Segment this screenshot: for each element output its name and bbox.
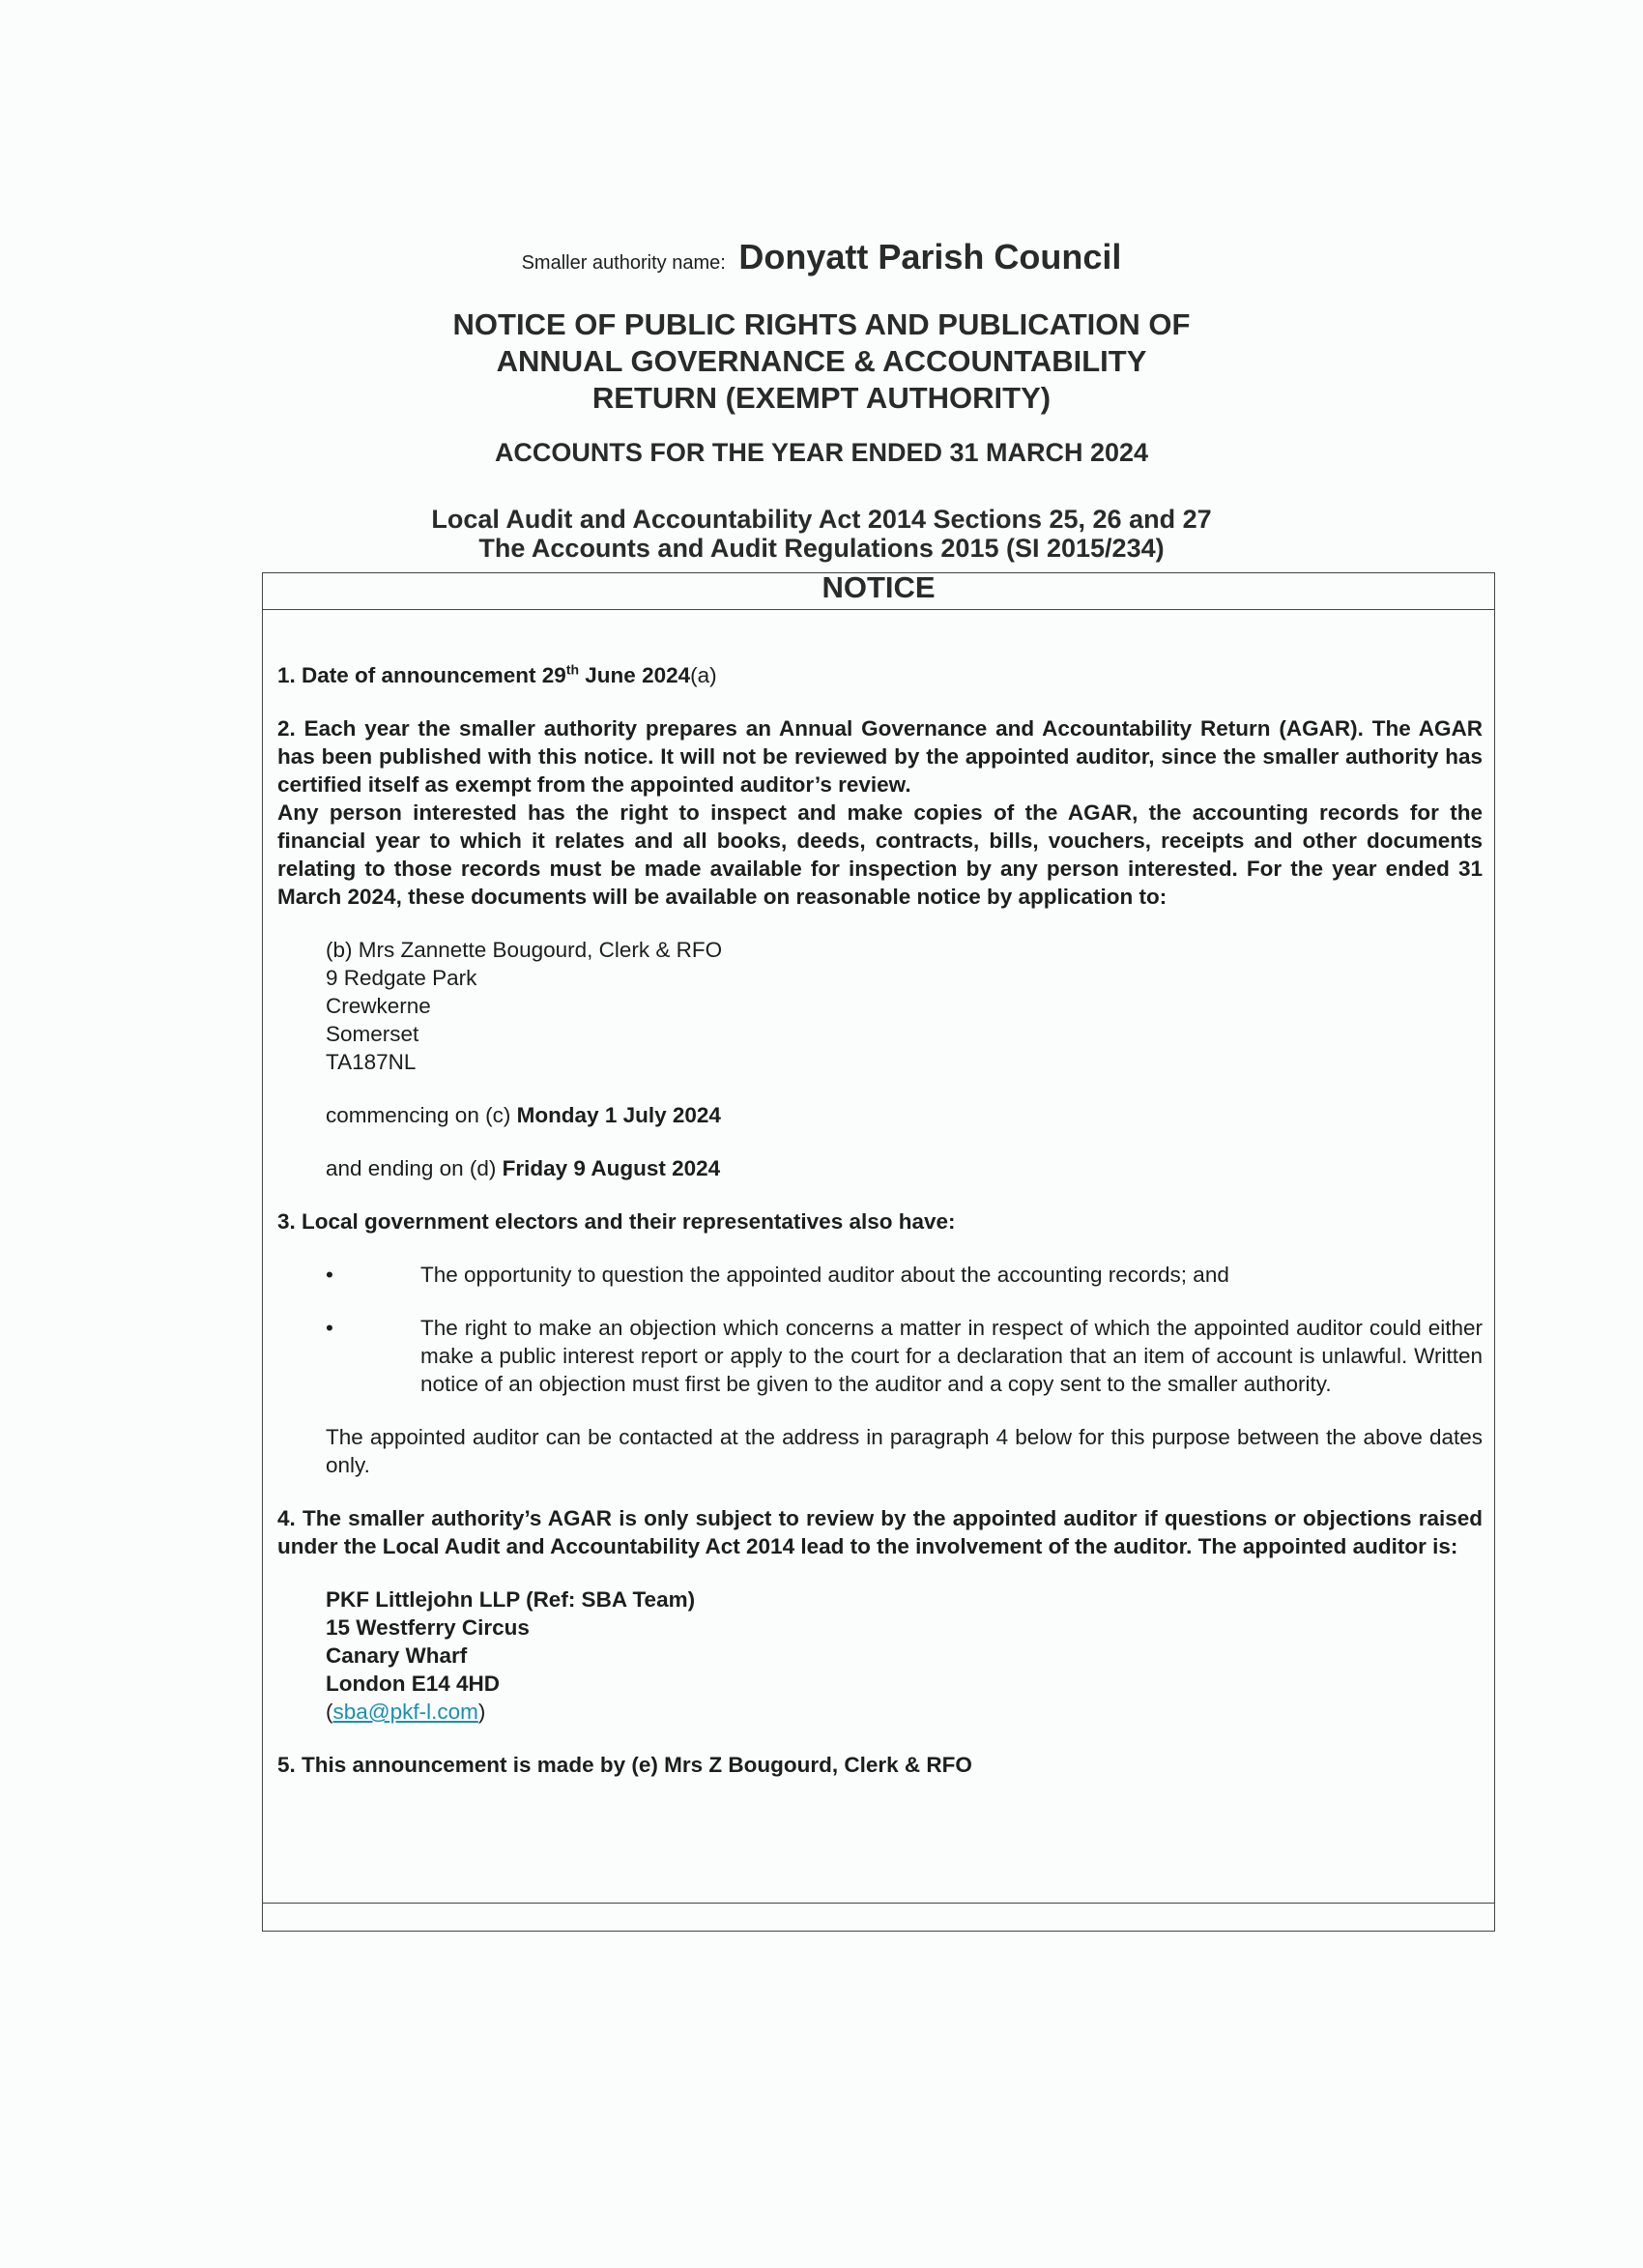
notice-footer-rule	[263, 1903, 1494, 1904]
title-line-3: RETURN (EXEMPT AUTHORITY)	[591, 381, 1052, 415]
paragraph-5: 5. This announcement is made by (e) Mrs Z Bougourd, Clerk & RFO	[277, 1753, 972, 1777]
commencing-label: commencing on (c)	[326, 1103, 517, 1127]
auditor-email-link[interactable]: sba@pkf-l.com	[332, 1700, 478, 1724]
clerk-street: 9 Redgate Park	[326, 966, 477, 990]
legal-line-2: The Accounts and Audit Regulations 2015 (SI 2015/234)	[478, 534, 1165, 563]
email-close-paren: )	[477, 1700, 486, 1724]
commencing-line	[326, 1101, 1483, 1129]
clerk-county: Somerset	[326, 1022, 419, 1046]
title-line-1: NOTICE OF PUBLIC RIGHTS AND PUBLICATION OF	[452, 307, 1191, 341]
paragraph-2-intro: 2. Each year the smaller authority prepares an Annual Governance and Accountability Return (AGAR). The AGAR has been published with this notice. It will not be reviewed by the appointed auditor, since the smaller authority has certified itself as exempt from the appointed auditor’s review.	[277, 716, 1483, 797]
ending-date: Friday 9 August 2024	[502, 1156, 721, 1180]
commencing-date: Monday 1 July 2024	[516, 1103, 721, 1127]
clerk-name: (b) Mrs Zannette Bougourd, Clerk & RFO	[326, 938, 723, 962]
paragraph-2-body: Any person interested has the right to inspect and make copies of the AGAR, the accounting records for the financial year to which it relates and all books, deeds, contracts, bills, vouchers, receipts and other documents relating to those records must be made available for inspection by any person interested. For the year ended 31 March 2024, these documents will be available on reasonable notice by application to:	[277, 800, 1483, 909]
paragraph-4: 4. The smaller authority’s AGAR is only subject to review by the appointed auditor if questions or objections raised under the Local Audit and Accountability Act 2014 lead to the involvement of the auditor. The appointed auditor is:	[277, 1506, 1483, 1558]
notice-heading: NOTICE	[263, 573, 1494, 610]
clerk-postcode: TA187NL	[326, 1050, 417, 1074]
clerk-town: Crewkerne	[326, 994, 431, 1018]
authority-line	[0, 237, 1643, 277]
paragraph-3-contact: The appointed auditor can be contacted at the address in paragraph 4 below for this purpose between the above dates only.	[326, 1425, 1483, 1477]
bullet-icon: •	[326, 1263, 333, 1287]
announcement-date-text: 1. Date of announcement 29	[277, 663, 566, 687]
notice-content	[277, 661, 1483, 1804]
legal-line-1: Local Audit and Accountability Act 2014 Sections 25, 26 and 27	[431, 505, 1212, 534]
authority-name: Donyatt Parish Council	[738, 237, 1122, 276]
date-ordinal: th	[565, 661, 580, 678]
legal-reference	[0, 505, 1643, 563]
auditor-city: London E14 4HD	[326, 1672, 501, 1696]
email-open-paren: (	[326, 1700, 333, 1724]
bullet-text-2: The right to make an objection which concerns a matter in respect of which the appointed auditor could either make a public interest report or apply to the court for a declaration that an item of account is unlawful. Written notice of an objection must first be given to the auditor and a copy sent to the smaller authority.	[420, 1316, 1483, 1396]
notice-title	[0, 306, 1643, 417]
paragraph-1	[277, 661, 1483, 689]
auditor-address	[326, 1585, 1483, 1726]
announcement-date-rest: June 2024	[579, 663, 691, 687]
ending-line	[326, 1154, 1483, 1182]
accounts-subtitle: ACCOUNTS FOR THE YEAR ENDED 31 MARCH 2024	[494, 438, 1149, 467]
title-line-2: ANNUAL GOVERNANCE & ACCOUNTABILITY	[496, 344, 1147, 378]
auditor-street: 15 Westferry Circus	[326, 1615, 530, 1640]
paragraph-3-heading: 3. Local government electors and their representatives also have:	[277, 1209, 956, 1234]
ending-label: and ending on (d)	[326, 1156, 503, 1180]
document-header	[0, 237, 1643, 563]
marker-a: (a)	[690, 663, 717, 687]
auditor-email-line	[326, 1698, 1483, 1726]
bullet-icon: •	[326, 1316, 333, 1340]
clerk-address	[326, 936, 1483, 1076]
bullet-item-1	[326, 1261, 1483, 1289]
bullet-text-1: The opportunity to question the appointed auditor about the accounting records; and	[420, 1263, 1229, 1287]
bullet-item-2	[326, 1314, 1483, 1398]
auditor-name: PKF Littlejohn LLP (Ref: SBA Team)	[326, 1587, 696, 1612]
auditor-area: Canary Wharf	[326, 1643, 468, 1668]
authority-label: Smaller authority name:	[521, 252, 726, 274]
